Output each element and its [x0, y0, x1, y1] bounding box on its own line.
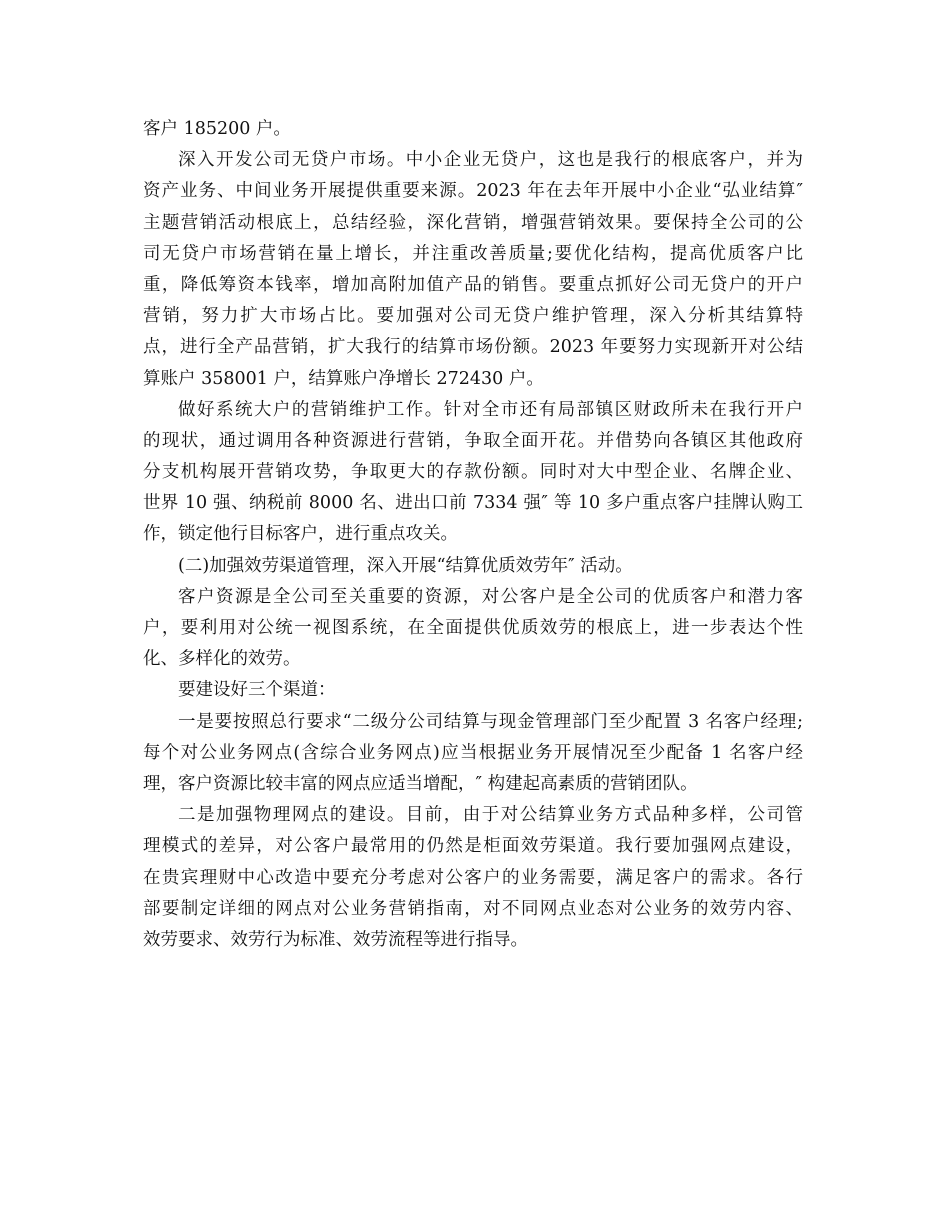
- text-line: 要建设好三个渠道：: [178, 680, 336, 701]
- text-line: 客户 185200 户。: [143, 119, 291, 139]
- text-line: 一是要按照总行要求“二级分公司结算与现金管理部门至少配置 3 名客户经理;: [178, 711, 803, 732]
- text-line: 户，要利用对公统一视图系统，在全面提供优质效劳的根底上，进一步表达个性: [143, 618, 803, 638]
- text-line: 作，锁定他行目标客户，进行重点攻关。: [143, 524, 458, 545]
- text-line: 深入开发公司无贷户市场。中小企业无贷户，这也是我行的根底客户，并为: [178, 150, 803, 171]
- text-line: 做好系统大户的营销维护工作。针对全市还有局部镇区财政所未在我行开户: [178, 399, 803, 420]
- document-body: [143, 114, 803, 956]
- text-line: 每个对公业务网点(含综合业务网点)应当根据业务开展情况至少配备 1 名客户经: [143, 742, 803, 763]
- text-line: 司无贷户市场营销在量上增长，并注重改善质量;要优化结构，提高优质客户比: [143, 243, 803, 264]
- text-line: 理，客户资源比较丰富的网点应适当增配，″ 构建起高素质的营销团队。: [143, 773, 698, 794]
- text-line: 重，降低筹资本钱率，增加高附加值产品的销售。要重点抓好公司无贷户的开户: [143, 274, 803, 295]
- text-line: 分支机构展开营销攻势，争取更大的存款份额。同时对大中型企业、名牌企业、: [143, 462, 803, 483]
- text-line: 的现状，通过调用各种资源进行营销，争取全面开花。并借势向各镇区其他政府: [143, 430, 803, 451]
- text-line: 部要制定详细的网点对公业务营销指南，对不同网点业态对公业务的效劳内容、: [143, 898, 803, 919]
- text-line: 算账户 358001 户，结算账户净增长 272430 户。: [143, 368, 544, 389]
- text-line: 理模式的差异，对公客户最常用的仍然是柜面效劳渠道。我行要加强网点建设，: [143, 836, 803, 857]
- text-line: 效劳要求、效劳行为标准、效劳流程等进行指导。: [143, 929, 528, 950]
- text-line: (二)加强效劳渠道管理，深入开展“结算优质效劳年″ 活动。: [178, 555, 633, 576]
- text-line: 化、多样化的效劳。: [143, 649, 301, 670]
- text-line: 资产业务、中间业务开展提供重要来源。2023 年在去年开展中小企业“弘业结算″: [143, 181, 803, 202]
- text-line: 世界 10 强、纳税前 8000 名、进出口前 7334 强″ 等 10 多户重点客户挂牌认购工: [143, 493, 803, 514]
- text-line: 二是加强物理网点的建设。目前，由于对公结算业务方式品种多样，公司管: [178, 805, 803, 826]
- text-line: 点，进行全产品营销，扩大我行的结算市场份额。2023 年要努力实现新开对公结: [143, 337, 803, 358]
- text-line: 在贵宾理财中心改造中要充分考虑对公客户的业务需要，满足客户的需求。各行: [143, 867, 803, 888]
- text-line: 营销，努力扩大市场占比。要加强对公司无贷户维护管理，深入分析其结算特: [143, 306, 803, 327]
- text-line: 客户资源是全公司至关重要的资源，对公客户是全公司的优质客户和潜力客: [178, 586, 803, 607]
- text-line: 主题营销活动根底上，总结经验，深化营销，增强营销效果。要保持全公司的公: [143, 212, 803, 233]
